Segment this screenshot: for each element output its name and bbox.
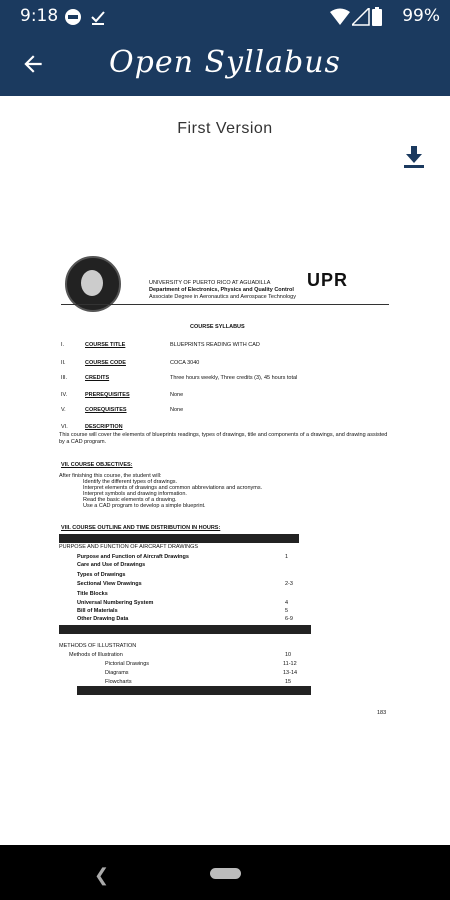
item-label: COREQUISITES [85, 407, 127, 413]
outline-section: PURPOSE AND FUNCTION OF AIRCRAFT DRAWINGS [59, 544, 199, 550]
item-label: COURSE TITLE [85, 342, 126, 348]
objective-item: Interpret symbols and drawing information. [83, 491, 187, 497]
program-name: Associate Degree in Aeronautics and Aerospace Technology [149, 294, 296, 300]
item-label: COURSE CODE [85, 360, 126, 366]
upr-logo: UPR [307, 270, 349, 290]
item-value: Three hours weekly, Three credits (3), 45 hours total [170, 375, 298, 381]
outline-hours: 4 [285, 600, 289, 606]
item-value: COCA 3040 [170, 360, 200, 366]
battery-icon [372, 7, 382, 26]
outline-topic: Care and Use of Drawings [77, 562, 146, 568]
objective-item: Use a CAD program to develop a simple blueprint. [83, 503, 206, 509]
outline-topic: Types of Drawings [77, 572, 126, 578]
outline-heading: VIII. COURSE OUTLINE AND TIME DISTRIBUTION IN HOURS: [61, 525, 221, 531]
item-num: VI. [61, 424, 68, 430]
outline-hours: 1 [285, 554, 289, 560]
outline-topic: Sectional View Drawings [77, 581, 142, 587]
table-shade [59, 625, 311, 634]
outline-hours: 15 [285, 679, 292, 685]
objectives-heading: VII. COURSE OBJECTIVES: [61, 462, 133, 468]
table-shade [77, 686, 311, 695]
app-bar [0, 33, 450, 96]
outline-topic: Flowcharts [105, 679, 132, 685]
page-number: 183 [377, 710, 387, 716]
item-label: CREDITS [85, 375, 110, 381]
header-divider [61, 304, 389, 305]
item-label: PREREQUISITES [85, 392, 130, 398]
outline-topic: Bill of Materials [77, 608, 118, 614]
download-done-icon [90, 8, 106, 26]
item-num: V. [61, 407, 66, 413]
university-name: UNIVERSITY OF PUERTO RICO AT AGUADILLA [149, 280, 271, 286]
notification-icon [64, 8, 82, 26]
outline-topic: Pictorial Drawings [105, 661, 150, 667]
outline-topic: Methods of Illustration [69, 652, 123, 658]
system-nav-bar [0, 845, 450, 900]
item-value: None [170, 392, 184, 398]
outline-topic: Universal Numbering System [77, 600, 154, 606]
item-value: None [170, 407, 184, 413]
nav-back-icon[interactable]: ❮ [94, 865, 110, 885]
cell-signal-icon [352, 8, 370, 26]
status-time: 9:18 [20, 6, 59, 26]
item-num: IV. [61, 392, 68, 398]
syllabus-document [55, 244, 395, 729]
battery-percent: 99% [402, 6, 440, 26]
syllabus-viewer [0, 96, 450, 845]
outline-section: METHODS OF ILLUSTRATION [59, 643, 137, 649]
table-shade [59, 534, 299, 543]
item-num: II. [61, 360, 66, 366]
outline-hours: 2-3 [285, 581, 293, 587]
item-label: DESCRIPTION [85, 424, 123, 430]
outline-topic: Title Blocks [77, 591, 108, 597]
outline-hours: 6-9 [285, 616, 293, 622]
objective-item: Read the basic elements of a drawing. [83, 497, 177, 503]
item-value: BLUEPRINTS READING WITH CAD [170, 342, 260, 348]
description-text: This course will cover the elements of blueprints readings, types of drawings, title and components of a drawings, and drawing assisted by a CAD program. [59, 432, 388, 445]
department-name: Department of Electronics, Physics and Quality Control [149, 287, 294, 293]
outline-hours: 11-12 [283, 661, 297, 667]
nav-home-pill[interactable] [210, 868, 241, 879]
version-label: First Version [177, 120, 273, 137]
page-title: Open Syllabus [109, 45, 341, 80]
outline-hours: 13-14 [283, 670, 298, 676]
syllabus-heading: COURSE SYLLABUS [190, 324, 245, 330]
download-icon[interactable] [404, 146, 424, 168]
objective-item: Interpret elements of drawings and common abbreviations and acronyms. [83, 485, 263, 491]
outline-hours: 5 [285, 608, 289, 614]
objectives-intro: After finishing this course, the student will: [59, 473, 162, 479]
objective-item: Identify the different types of drawings. [83, 479, 178, 485]
outline-topic: Other Drawing Data [77, 616, 129, 622]
item-num: III. [61, 375, 68, 381]
item-num: I. [61, 342, 65, 348]
outline-topic: Diagrams [105, 670, 129, 676]
wifi-icon [330, 8, 350, 26]
status-bar [0, 0, 450, 33]
outline-hours: 10 [285, 652, 292, 658]
outline-topic: Purpose and Function of Aircraft Drawings [77, 554, 189, 560]
